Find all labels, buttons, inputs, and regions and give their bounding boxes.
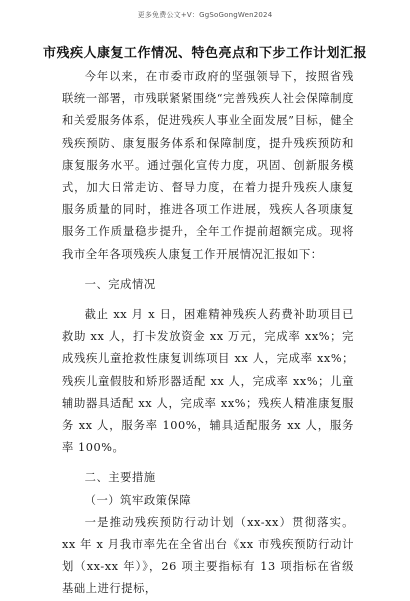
intro-paragraph: 今年以来，在市委市政府的坚强领导下，按照省残联统一部署，市残联紧紧围绕“完善残疾人社会保障制度和关爱服务体系，促进残疾人事业全面发展”目标，健全残疾预防、康复服务体系和保障制度，提升残疾预防和康复服务水平。通过强化宣传力度，巩固、创新服务模式，加大日常走访、督导力度，在着力提升残疾人康复服务质量的同时，推进各项工作进展，残疾人各项康复服务工作质量稳步提升，全年工作提前超额完成。现将我市全年各项残疾人康复工作开展情况汇报如下： <box>62 70 354 261</box>
header-note: 更多免费公文+V：GgSoGongWen2024 <box>137 11 273 19</box>
document-title: 市残疾人康复工作情况、特色亮点和下步工作计划汇报 <box>42 46 367 61</box>
document-body <box>62 66 354 601</box>
completion-paragraph: 截止 xx 月 x 日，困难精神残疾人药费补助项目已救助 xx 人，打卡发放资金 xx 万元，完成率 xx%；完成残疾儿童抢救性康复训练项目 xx 人，完成率 xx%；残疾儿童假肢和矫形器适配 xx 人，完成率 xx%；儿童辅助器具适配 xx 人，完成率 xx%；残疾人精准康复服务 xx 人，服务率 100%，辅具适配服务 xx 人，服务率 100%。 <box>62 308 354 455</box>
section-heading-measures: 二、主要措施 <box>84 471 156 485</box>
policy-paragraph: 一是推动残疾预防行动计划（xx-xx）贯彻落实。xx 年 x 月我市率先在全省出台《xx 市残疾预防行动计划（xx-xx 年）》，26 项主要指标有 13 项指标在省级基础上进行提标， <box>62 515 354 596</box>
section-heading-completion: 一、完成情况 <box>84 277 156 291</box>
subsection-heading-policy: （一）筑牢政策保障 <box>84 493 192 507</box>
